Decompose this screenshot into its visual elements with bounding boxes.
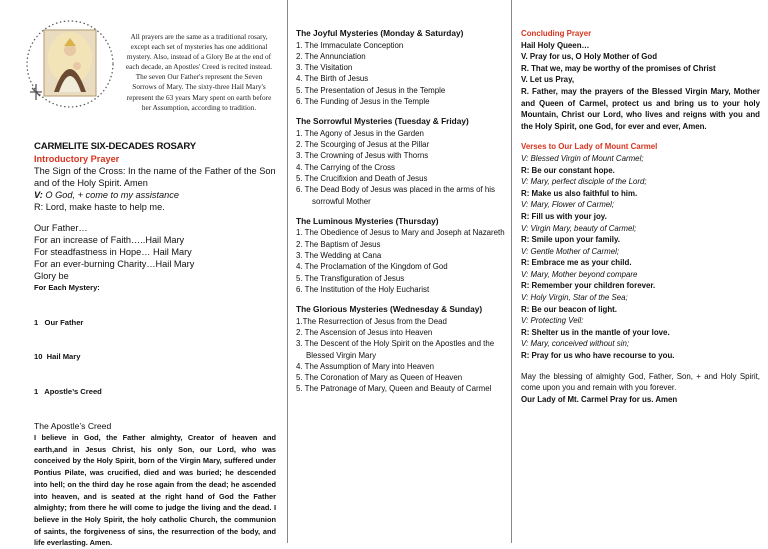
verse-r: R: Pray for us who have recourse to you. <box>521 351 675 361</box>
sign-of-cross: The Sign of the Cross: In the name of the Father of the Son and of the Holy Spirit. Amen <box>34 166 276 188</box>
list-item: 2. The Annunciation <box>296 51 366 61</box>
list-item: 5. The Coronation of Mary as Queen of Heaven <box>296 373 463 383</box>
faith-line: For an increase of Faith…..Hail Mary <box>34 235 185 245</box>
list-item: 3. The Wedding at Cana <box>296 250 382 260</box>
glorious-list <box>296 316 507 395</box>
glory-line: Glory be <box>34 271 69 281</box>
list-item: 10 Hail Mary <box>34 352 81 361</box>
r2-paragraph: R. Father, may the prayers of the Blessed Virgin Mary, Mother and Queen of Carmel, protect us and bring us to your holy Mountain, Christ our Lord, who lives and reigns with you and the Holy Spirit, one God, for ever and ever, Amen. <box>521 86 760 131</box>
list-item: 3. The Visitation <box>296 63 353 73</box>
list-item: 1 Apostle’s Creed <box>34 386 102 396</box>
v2-line: V. Let us Pray, <box>521 75 575 85</box>
hail-holy-queen: Hail Holy Queen… <box>521 40 590 50</box>
verses-heading: Verses to Our Lady of Mount Carmel <box>521 142 658 152</box>
list-item: 5. The Presentation of Jesus in the Temple <box>296 85 446 95</box>
sorrowful-list <box>296 128 507 207</box>
list-item: 1. The Obedience of Jesus to Mary and Joseph at Nazareth <box>296 228 505 238</box>
list-item: 2. The Scourging of Jesus at the Pillar <box>296 140 430 150</box>
verse-r: R: Shelter us in the mantle of your love. <box>521 327 670 337</box>
verse-r: R: Make us also faithful to him. <box>521 188 638 198</box>
list-item: 6. The Dead Body of Jesus was placed in the arms of his sorrowful Mother <box>296 185 495 206</box>
list-item: 2. The Ascension of Jesus into Heaven <box>296 327 433 337</box>
verse-r: R: Fill us with your joy. <box>521 211 607 221</box>
creed-text: I believe in God, the Father almighty, Creator of heaven and earth,and in Jesus Christ, his only Son, our Lord, who was conceived by the Holy Spirit, born of the Virgin Mary, suffered under Pontius Pilate, was crucified, died and was buried; he descended into hell; on the third day he rose again from the dead; he ascended into heaven, and is seated at the right hand of God the Father almighty; from there he will come to judge the living and the dead. I believe in the Holy Spirit, the holy catholic Church, the communion of saints, the forgiveness of sins, the resurrection of the body, and life everlasting. Amen. <box>34 433 276 548</box>
luminous-heading: The Luminous Mysteries (Thursday) <box>296 215 439 226</box>
each-mystery-heading: For Each Mystery: <box>34 283 100 292</box>
r1-line: R. That we, may be worthy of the promises of Christ <box>521 63 716 73</box>
blessing-paragraph: May the blessing of almighty God, Father, Son, + and Holy Spirit, come upon you and remain with you forever. <box>521 371 760 393</box>
list-item: 5. The Crucifixion and Death of Jesus <box>296 173 428 183</box>
verse-v: V: Mary, Mother beyond compare <box>521 269 638 279</box>
v1-line: V. Pray for us, O Holy Mother of God <box>521 52 658 62</box>
verse-r: R: Be our beacon of light. <box>521 304 618 314</box>
list-item: 6. The Funding of Jesus in the Temple <box>296 96 430 106</box>
list-item: 1. The Agony of Jesus in the Garden <box>296 128 424 138</box>
list-item: 5. The Patronage of Mary, Queen and Beauty of Carmel <box>296 384 492 394</box>
verse-v: V: Gentle Mother of Carmel; <box>521 246 620 256</box>
column-concluding <box>516 0 768 543</box>
joyful-list <box>296 40 507 108</box>
verse-r: R: Embrace me as your child. <box>521 258 632 268</box>
each-mystery-list <box>34 294 276 421</box>
list-item: 4. The Proclamation of the Kingdom of God <box>296 262 448 272</box>
glorious-heading: The Glorious Mysteries (Wednesday & Sunday) <box>296 304 483 315</box>
luminous-list <box>296 227 507 295</box>
creed-heading: The Apostle’s Creed <box>34 421 112 431</box>
page-title: CARMELITE SIX-DECADES ROSARY <box>34 141 196 152</box>
column-introduction <box>0 0 282 548</box>
charity-line: For an ever-burning Charity…Hail Mary <box>34 259 195 269</box>
list-item: 1.The Resurrection of Jesus from the Dead <box>296 316 447 326</box>
list-item: 1 Our Father <box>34 317 84 327</box>
verse-v: V: Protecting Veil: <box>521 316 584 326</box>
list-item: 3. The Descent of the Holy Spirit on the Apostles and the Blessed Virgin Mary <box>296 339 495 360</box>
verse-v: V: Holy Virgin, Star of the Sea; <box>521 293 628 303</box>
sorrowful-heading: The Sorrowful Mysteries (Tuesday & Friday) <box>296 116 469 127</box>
our-father-line: Our Father… <box>34 223 88 233</box>
hope-line: For steadfastness in Hope… Hail Mary <box>34 247 192 257</box>
verse-v: V: Mary, conceived without sin; <box>521 339 630 349</box>
verse-v: V: Blessed Virgin of Mount Carmel; <box>521 153 644 163</box>
verse-v: V: Virgin Mary, beauty of Carmel; <box>521 223 637 233</box>
list-item: 3. The Crowning of Jesus with Thorns <box>296 151 429 161</box>
list-item: 4. The Birth of Jesus <box>296 74 369 84</box>
list-item: 6. The Institution of the Holy Eucharist <box>296 284 430 294</box>
v-line: V: O God, + come to my assistance <box>34 190 179 200</box>
verse-v: V: Mary, perfect disciple of the Lord; <box>521 177 647 187</box>
our-lady-image <box>24 18 116 110</box>
list-item: 2. The Baptism of Jesus <box>296 239 381 249</box>
closing-line: Our Lady of Mt. Carmel Pray for us. Amen <box>521 394 678 404</box>
column-mysteries <box>287 0 512 543</box>
verse-r: R: Remember your children forever. <box>521 281 656 291</box>
rosary-image-icon <box>24 18 116 110</box>
r-line: R: Lord, make haste to help me. <box>34 202 165 212</box>
list-item: 4. The Assumption of Mary into Heaven <box>296 361 435 371</box>
joyful-heading: The Joyful Mysteries (Monday & Saturday) <box>296 28 464 38</box>
concluding-heading: Concluding Prayer <box>521 29 592 38</box>
intro-text: All prayers are the same as a traditional rosary, except each set of mysteries has one additional mystery. Also, instead of a Glory Be at the end of each decade, an Apostles' Creed is recited instead. The seven Our Father's represent the Seven Sorrows of Mary. The sixty-three Hail Mary's represent the 63 years Mary spent on earth before her Assumption, according to tradition. <box>125 32 273 112</box>
intro-heading: Introductory Prayer <box>34 154 120 164</box>
list-item: 4. The Carrying of the Cross <box>296 162 395 172</box>
verse-v: V: Mary, Flower of Carmel; <box>521 200 615 210</box>
verses-list <box>521 153 760 362</box>
verse-r: R: Be our constant hope. <box>521 165 615 175</box>
list-item: 5. The Transfiguration of Jesus <box>296 273 405 283</box>
verse-r: R: Smile upon your family. <box>521 235 620 245</box>
list-item: 1. The Immaculate Conception <box>296 40 404 50</box>
